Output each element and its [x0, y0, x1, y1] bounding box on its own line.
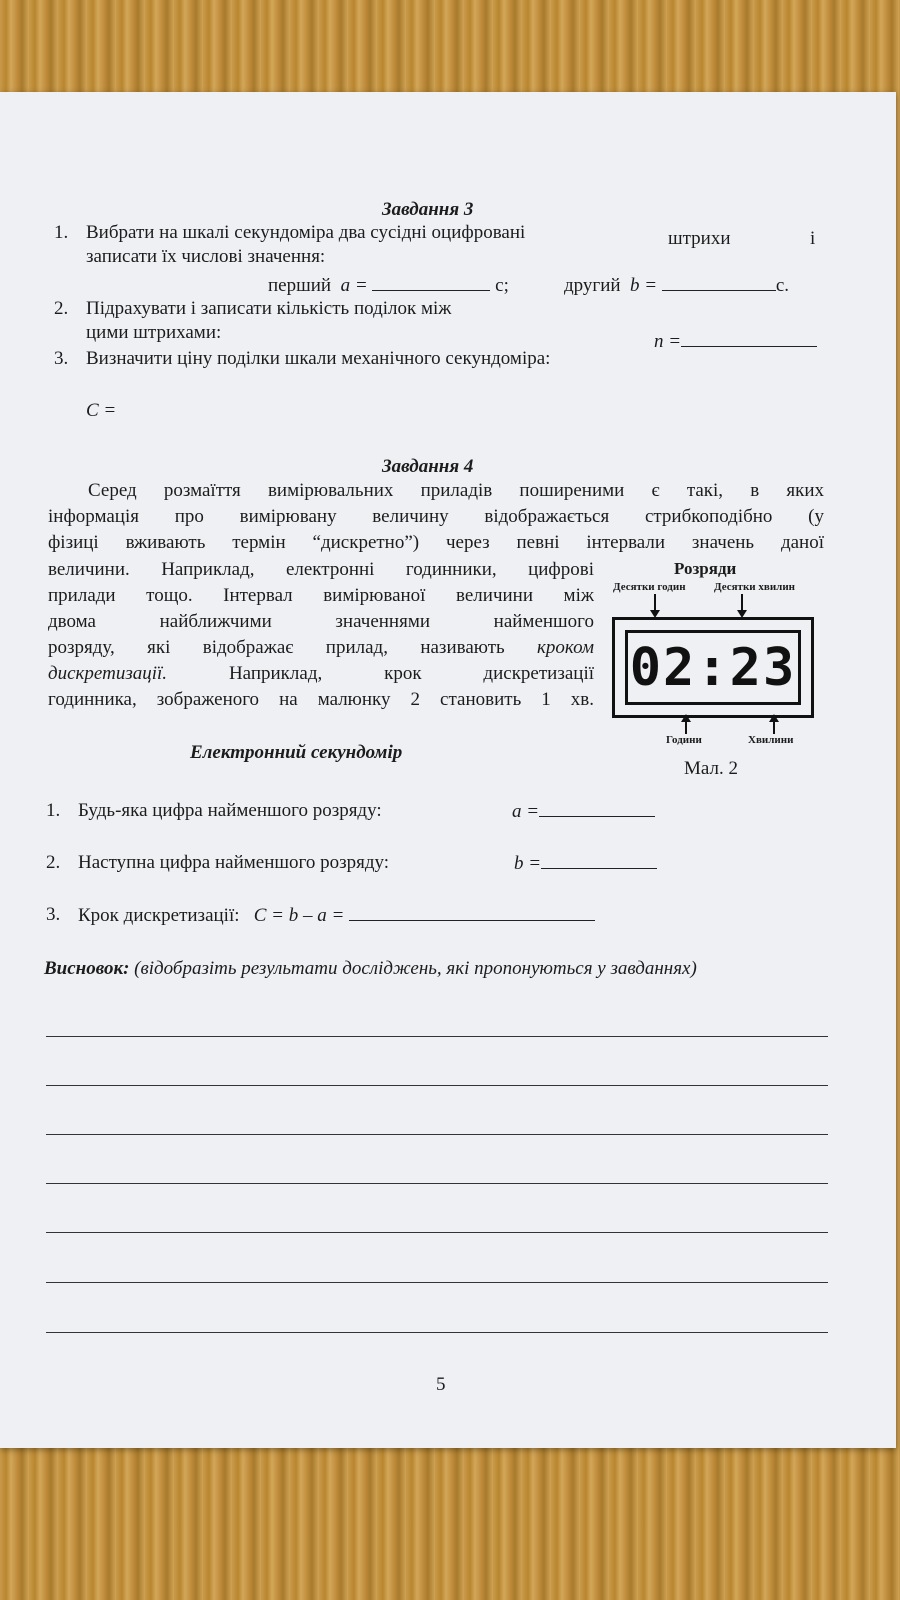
label-tens-minutes: Десятки хвилин: [714, 581, 796, 593]
divisions-blank[interactable]: [681, 330, 817, 347]
answer-line[interactable]: [46, 1134, 828, 1135]
task4-paragraph-line1: Серед розмаїття вимірювальних приладів поширеними є такі, в яких: [88, 480, 824, 501]
electronic-item1-answer: [512, 800, 655, 823]
conclusion-label: Висновок:: [44, 958, 130, 979]
divisions-row: [654, 330, 817, 353]
figure-caption: Мал. 2: [684, 758, 738, 779]
task4-paragraph-line2: інформація про вимірювану величину відображається стрибкоподібно (у: [48, 506, 824, 527]
task3-item1-number: 1.: [54, 222, 69, 243]
electronic-item1-text: Будь-яка цифра найменшого розряду:: [78, 800, 382, 821]
task3-item1-word-and: і: [810, 228, 816, 249]
conclusion-heading: [44, 958, 697, 980]
answer-line[interactable]: [46, 1085, 828, 1086]
conclusion-hint: (відобразіть результати досліджень, які пропонуються у завданнях): [134, 958, 697, 979]
electronic-item1-number: 1.: [46, 800, 61, 821]
second-unit: с.: [775, 275, 790, 296]
first-label: перший: [268, 275, 332, 296]
second-label: другий: [564, 275, 621, 296]
page-number: 5: [436, 1374, 446, 1395]
first-value-row: [268, 274, 509, 297]
task3-item1-text-line2: записати їх числові значення:: [86, 246, 326, 267]
task3-title: Завдання 3: [382, 199, 474, 220]
electronic-stopwatch-title: Електронний секундомір: [190, 742, 403, 763]
first-variable: a =: [340, 275, 368, 296]
task4-paragraph-line7: [48, 635, 594, 661]
task3-item1-word-strokes: штрихи: [668, 228, 731, 249]
label-tens-hours: Десятки годин: [613, 581, 686, 593]
task4-paragraph-line7-text: розряду, які відображає прилад, називають: [48, 637, 505, 658]
electronic-item3-row: [78, 904, 595, 927]
electronic-item2-text: Наступна цифра найменшого розряду:: [78, 852, 390, 873]
electronic-item2-answer: [514, 852, 657, 875]
task3-item2-text: Підрахувати і записати кількість поділок між: [86, 298, 452, 319]
electronic-item3-blank[interactable]: [349, 904, 595, 921]
electronic-item1-variable: a =: [512, 801, 540, 822]
task3-item2-number: 2.: [54, 298, 69, 319]
label-hours: Години: [666, 734, 702, 746]
task3-item3-number: 3.: [54, 348, 69, 369]
electronic-item1-blank[interactable]: [539, 800, 655, 817]
divisions-variable: n =: [654, 331, 682, 352]
answer-line[interactable]: [46, 1232, 828, 1233]
electronic-item2-variable: b =: [514, 853, 542, 874]
task3-item2-text-line2: цими штрихами:: [86, 322, 222, 343]
task3-item3-text: Визначити ціну поділки шкали механічного секундоміра:: [86, 348, 551, 369]
scale-division-variable: C =: [86, 400, 117, 421]
answer-line[interactable]: [46, 1282, 828, 1283]
electronic-item3-formula: C = b – a =: [253, 905, 345, 926]
electronic-item3-number: 3.: [46, 904, 61, 925]
answer-line[interactable]: [46, 1183, 828, 1184]
digital-clock-display: [612, 617, 814, 718]
bottom-arrows: [600, 712, 820, 736]
answer-line[interactable]: [46, 1332, 828, 1333]
figure-title: Розряди: [674, 559, 737, 578]
first-value-blank[interactable]: [372, 274, 490, 291]
task4-paragraph-line9: годинника, зображеного на малюнку 2 становить 1 хв.: [48, 689, 594, 710]
task4-paragraph-line3: фізиці вживають термін “дискретно”) через певні інтервали значень даної: [48, 532, 824, 553]
second-value-blank[interactable]: [662, 274, 776, 291]
term-step-word2: дискретизації.: [48, 663, 168, 684]
task4-paragraph-line4: величини. Наприклад, електронні годинники, цифрові: [48, 559, 594, 580]
electronic-item3-text: Крок дискретизації:: [78, 905, 240, 926]
electronic-item2-number: 2.: [46, 852, 61, 873]
task3-item1-text: Вибрати на шкалі секундоміра два сусідні оцифровані: [86, 222, 526, 243]
task4-paragraph-line8-text: Наприклад, крок дискретизації: [228, 663, 594, 684]
task4-paragraph-line6: двома найближчими значеннями найменшого: [48, 611, 594, 632]
term-step-word1: кроком: [537, 637, 595, 658]
worksheet-page: [0, 92, 896, 1448]
first-unit: с;: [495, 275, 509, 296]
task4-paragraph-line5: прилади тощо. Інтервал вимірюваної величини між: [48, 585, 594, 606]
label-minutes: Хвилини: [748, 734, 794, 746]
second-variable: b =: [630, 275, 658, 296]
answer-line[interactable]: [46, 1036, 828, 1037]
second-value-row: [564, 274, 789, 297]
task4-paragraph-line8: [48, 661, 594, 687]
clock-digits: 02:23: [625, 630, 801, 705]
electronic-item2-blank[interactable]: [541, 852, 657, 869]
task4-title: Завдання 4: [382, 456, 474, 477]
